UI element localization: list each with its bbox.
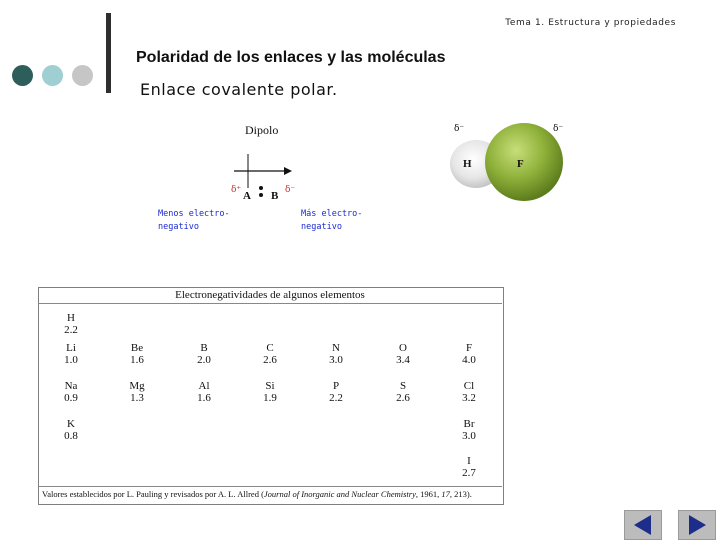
element-cell-i: I 2.7 — [462, 455, 476, 479]
dipole-label: Dipolo — [245, 123, 279, 137]
slide-title: Polaridad de los enlaces y las moléculas — [136, 49, 446, 66]
decorative-dot-1 — [12, 65, 33, 86]
left-note-line1: Menos electro- — [158, 209, 230, 219]
next-slide-button[interactable] — [678, 510, 716, 540]
element-cell-o: O 3.4 — [396, 342, 410, 366]
element-cell-k: K 0.8 — [64, 418, 78, 442]
element-cell-n: N 3.0 — [329, 342, 343, 366]
atom-a-label: A — [243, 190, 251, 202]
right-note-line1: Más electro- — [301, 209, 363, 219]
more-electronegative-note — [301, 208, 362, 234]
hf-delta-left: δ⁻ — [454, 124, 465, 134]
topic-header: Tema 1. Estructura y propiedades — [505, 18, 676, 28]
element-cell-mg: Mg 1.3 — [129, 380, 145, 404]
table-footer-divider — [38, 486, 502, 487]
hf-atom-f: F — [517, 158, 524, 170]
table-header-divider — [38, 303, 502, 304]
left-note-line2: negativo — [158, 222, 199, 232]
atom-b-label: B — [271, 190, 279, 202]
element-cell-h: H 2.2 — [64, 312, 78, 336]
triangle-left-icon — [625, 511, 661, 539]
element-cell-al: Al 1.6 — [197, 380, 211, 404]
element-cell-br: Br 3.0 — [462, 418, 476, 442]
element-cell-si: Si 1.9 — [263, 380, 277, 404]
table-title: Electronegatividades de algunos elementos — [175, 289, 365, 301]
table-footnote: Valores establecidos por L. Pauling y revisados por A. L. Allred (Journal of Inorganic and Nuclear Chemistry, 1961, 17, 213). — [42, 489, 472, 499]
element-cell-li: Li 1.0 — [64, 342, 78, 366]
element-cell-na: Na 0.9 — [64, 380, 78, 404]
element-cell-cl: Cl 3.2 — [462, 380, 476, 404]
element-cell-be: Be 1.6 — [130, 342, 144, 366]
element-cell-f: F 4.0 — [462, 342, 476, 366]
element-cell-s: S 2.6 — [396, 380, 410, 404]
decorative-dot-2 — [42, 65, 63, 86]
element-cell-b: B 2.0 — [197, 342, 211, 366]
less-electronegative-note — [158, 208, 230, 234]
decorative-dot-3 — [72, 65, 93, 86]
hf-delta-right: δ⁻ — [553, 124, 564, 134]
element-cell-p: P 2.2 — [329, 380, 343, 404]
triangle-right-icon — [679, 511, 715, 539]
element-cell-c: C 2.6 — [263, 342, 277, 366]
slide-subtitle: Enlace covalente polar. — [140, 80, 338, 99]
hf-atom-h: H — [463, 158, 472, 170]
delta-minus-label: δ⁻ — [285, 185, 296, 195]
delta-plus-label: δ⁺ — [231, 185, 242, 195]
previous-slide-button[interactable] — [624, 510, 662, 540]
title-divider — [106, 13, 111, 93]
right-note-line2: negativo — [301, 222, 342, 232]
